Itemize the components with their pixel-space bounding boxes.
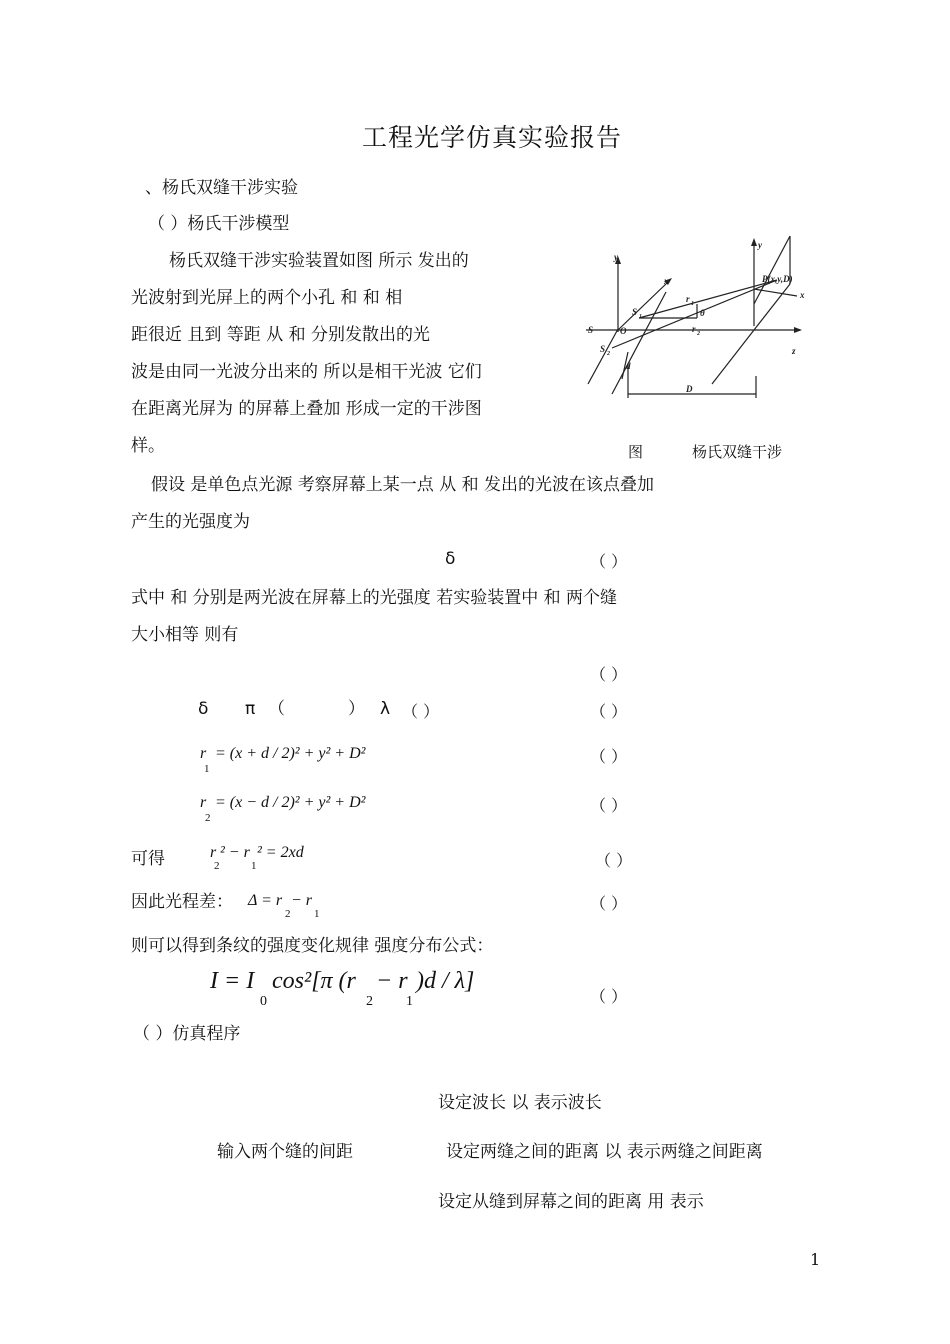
eq6-term-a: r xyxy=(210,844,217,861)
eq1-number: （ ） xyxy=(590,552,628,571)
subsection-heading: （ ）仿真程序 xyxy=(133,1024,241,1044)
eq2-number: （ ） xyxy=(590,665,628,684)
label-screen-y: y xyxy=(758,240,762,250)
intro-paragraph xyxy=(131,243,482,465)
text-line: 波是由同一光波分出来的 所以是相干光波 它们 xyxy=(131,362,482,382)
figure-caption: 杨氏双缝干涉 xyxy=(692,443,783,461)
eq6-number: （ ） xyxy=(595,851,633,870)
eq8-number: （ ） xyxy=(590,987,628,1006)
program-line-input-label: 输入两个缝的间距 xyxy=(217,1142,353,1162)
eq7-sub-a: 2 xyxy=(285,908,291,920)
label-r2-sub: 2 xyxy=(697,331,700,337)
eq3-paren2: （ ） xyxy=(402,702,440,721)
eq4-rhs: = (x + d / 2)² + y² + D² xyxy=(215,745,366,762)
screen-edge xyxy=(754,284,790,330)
label-d: d xyxy=(626,361,631,371)
label-y: y xyxy=(614,252,618,262)
label-r1: r xyxy=(686,294,690,304)
eq3-delta: δ xyxy=(198,699,209,719)
text-line: 产生的光强度为 xyxy=(131,512,250,532)
eq6-sub-b: 1 xyxy=(251,860,257,872)
eq7-number: （ ） xyxy=(590,894,628,913)
eq6-term-c: ² = 2xd xyxy=(257,844,304,861)
text-line: 式中 和 分别是两光波在屏幕上的光强度 若实验装置中 和 两个缝 xyxy=(131,588,618,608)
label-theta: θ xyxy=(700,308,705,318)
eq4-lhs-sub: 1 xyxy=(204,763,210,775)
arrow-z xyxy=(794,327,802,333)
eq5-lhs: r xyxy=(200,794,207,811)
eq7-expr-b: − r xyxy=(291,892,313,909)
eq8-sub-1: 1 xyxy=(406,994,413,1009)
label-r2: r xyxy=(692,324,696,334)
eq3-number: （ ） xyxy=(590,702,628,721)
label-screen-x: x xyxy=(800,290,805,300)
label-s2-sub: 2 xyxy=(607,351,610,357)
page-title: 工程光学仿真实验报告 xyxy=(362,123,623,152)
screen-edge xyxy=(712,330,754,384)
eq8-sub-2: 2 xyxy=(366,994,373,1009)
text-line: 假设 是单色点光源 考察屏幕上某一点 从 和 发出的光波在该点叠加 xyxy=(151,475,655,495)
program-line-wavelength: 设定波长 以 表示波长 xyxy=(438,1093,602,1113)
eq8-part-d: )d / λ] xyxy=(416,968,475,994)
page-number: 1 xyxy=(810,1250,821,1269)
eq8-part-c: − r xyxy=(376,968,408,994)
assumption-paragraph xyxy=(131,467,654,541)
label-s1-sub: 1 xyxy=(639,314,642,320)
eq8-intro: 则可以得到条纹的强度变化规律 强度分布公式： xyxy=(131,936,494,956)
slit-plane-edge xyxy=(612,292,666,394)
eq6-prefix: 可得 xyxy=(131,849,165,869)
text-line: 距很近 且到 等距 从 和 分别发散出的光 xyxy=(131,325,431,345)
eq6-term-b: ² − r xyxy=(220,844,250,861)
slit-plane-edge xyxy=(588,329,618,384)
eq4-number: （ ） xyxy=(590,747,628,766)
text-line: 光波射到光屏上的两个小孔 和 和 相 xyxy=(131,288,403,308)
label-s: S xyxy=(588,325,594,335)
x-axis xyxy=(618,282,668,330)
figure-caption-prefix: 图 xyxy=(628,443,644,461)
label-o: O xyxy=(620,326,627,336)
label-s2: S xyxy=(600,344,606,354)
program-line-slit-distance: 设定两缝之间的距离 以 表示两缝之间距离 xyxy=(446,1142,763,1162)
label-z: z xyxy=(792,346,796,356)
label-r1-sub: 1 xyxy=(691,301,694,307)
label-s1: S xyxy=(632,307,638,317)
eq8-part-b: cos²[π (r xyxy=(272,968,356,994)
eq4-lhs: r xyxy=(200,745,207,762)
eq1-delta: δ xyxy=(445,549,456,569)
eq8-part-a: I = I xyxy=(210,968,255,994)
eq3-pi: π xyxy=(245,699,256,719)
eq6-sub-a: 2 xyxy=(214,860,220,872)
eq8-sub-0: 0 xyxy=(260,994,267,1009)
eq3-paren-close: ） xyxy=(348,699,365,719)
eq3-lambda: λ xyxy=(380,699,391,719)
eq5-number: （ ） xyxy=(590,796,628,815)
text-line: 大小相等 则有 xyxy=(131,625,239,645)
eq7-sub-b: 1 xyxy=(314,908,320,920)
eq3-paren-open: （ xyxy=(268,699,285,719)
section-heading: 、杨氏双缝干涉实验 xyxy=(145,178,298,198)
subsection-heading: （ ）杨氏干涉模型 xyxy=(148,214,290,234)
text-line: 在距离光屏为 的屏幕上叠加 形成一定的干涉图 xyxy=(131,399,482,419)
label-x: x xyxy=(664,276,669,286)
eq7-prefix: 因此光程差： xyxy=(131,892,233,912)
eq7-expr: Δ = r xyxy=(248,892,283,909)
arrow-screen-y xyxy=(751,238,757,246)
label-point-p: P(x,y,D) xyxy=(762,274,793,284)
eq5-lhs-sub: 2 xyxy=(205,812,211,824)
double-slit-diagram xyxy=(582,234,822,404)
label-D: D xyxy=(686,384,693,394)
text-line: 杨氏双缝干涉实验装置如图 所示 发出的 xyxy=(169,251,469,271)
eq5-rhs: = (x − d / 2)² + y² + D² xyxy=(215,794,366,811)
where-paragraph xyxy=(131,580,617,654)
program-line-screen-distance: 设定从缝到屏幕之间的距离 用 表示 xyxy=(438,1192,704,1212)
text-line: 样。 xyxy=(131,436,165,456)
